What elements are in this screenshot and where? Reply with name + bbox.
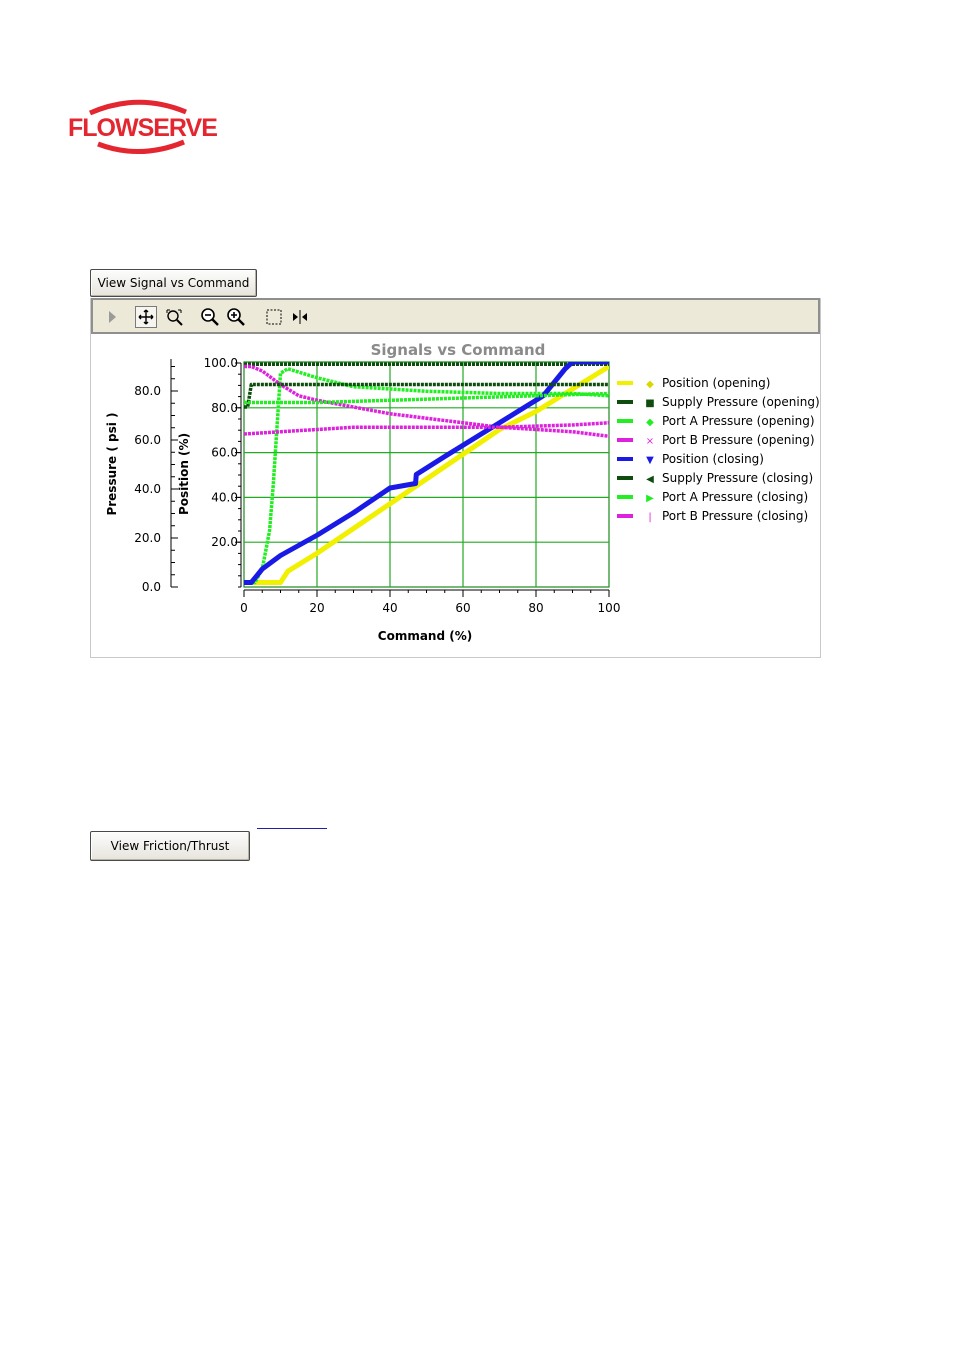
legend-marker: ■ xyxy=(645,398,655,409)
legend-entry: Port A Pressure (closing) xyxy=(662,490,809,504)
y-axis-label-position: Position (%) xyxy=(177,432,191,516)
y-axis-label-pressure: Pressure ( psi ) xyxy=(105,412,119,516)
legend-marker: | xyxy=(648,512,652,523)
legend-marker: ▶ xyxy=(646,493,654,504)
logo-text: FLOWSERVE xyxy=(68,114,217,142)
pan-icon[interactable] xyxy=(135,306,157,328)
pressure-tick-label: 80.0 xyxy=(134,384,161,398)
legend-marker: ◀ xyxy=(646,474,654,485)
flowserve-logo xyxy=(68,98,218,156)
pressure-tick-label: 0.0 xyxy=(141,580,161,594)
view-signal-vs-command-button[interactable]: View Signal vs Command xyxy=(90,269,257,297)
pressure-tick-label: 20.0 xyxy=(134,531,161,545)
pressure-tick-label: 60.0 xyxy=(134,433,161,447)
select-box-icon[interactable] xyxy=(263,306,285,328)
view-friction-thrust-button[interactable]: View Friction/Thrust xyxy=(90,831,250,861)
legend-marker: ◆ xyxy=(646,379,654,390)
x-axis-label: Command (%) xyxy=(377,629,473,643)
chart-toolbar xyxy=(91,298,820,334)
legend-entry: Supply Pressure (opening) xyxy=(662,395,820,409)
chart-title: Signals vs Command xyxy=(370,341,546,359)
legend-entry: Supply Pressure (closing) xyxy=(662,471,814,485)
hyperlink-underline xyxy=(257,828,327,829)
x-tick-label: 0 xyxy=(240,601,248,615)
signals-vs-command-chart xyxy=(91,334,820,656)
pressure-tick-label: 40.0 xyxy=(134,482,161,496)
cursor-split-icon[interactable] xyxy=(289,306,311,328)
legend-entry: Port B Pressure (closing) xyxy=(662,509,809,523)
signals-chart-panel xyxy=(90,298,821,658)
legend-entry: Port B Pressure (opening) xyxy=(662,433,815,447)
zoom-in-icon[interactable] xyxy=(225,306,247,328)
zoom-area-icon[interactable] xyxy=(163,306,185,328)
zoom-out-icon[interactable] xyxy=(199,306,221,328)
x-tick-label: 40 xyxy=(382,601,398,615)
position-tick-label: 80.0 xyxy=(211,400,238,415)
play-icon[interactable] xyxy=(101,306,123,328)
legend-marker: × xyxy=(645,436,655,447)
legend-marker: ▼ xyxy=(646,455,654,466)
position-tick-label: 100.0 xyxy=(203,356,238,370)
legend-entry: Position (opening) xyxy=(662,376,771,390)
position-tick-label: 40.0 xyxy=(211,490,238,505)
chart-legend xyxy=(617,376,820,523)
position-tick-label: 20.0 xyxy=(211,535,238,550)
x-tick-label: 80 xyxy=(528,601,544,615)
x-tick-label: 20 xyxy=(309,601,325,615)
position-tick-label: 60.0 xyxy=(211,445,238,460)
x-tick-label: 60 xyxy=(455,601,471,615)
legend-entry: Port A Pressure (opening) xyxy=(662,414,815,428)
legend-entry: Position (closing) xyxy=(662,452,764,466)
x-tick-label: 100 xyxy=(597,601,621,615)
legend-marker: ◆ xyxy=(646,417,654,428)
